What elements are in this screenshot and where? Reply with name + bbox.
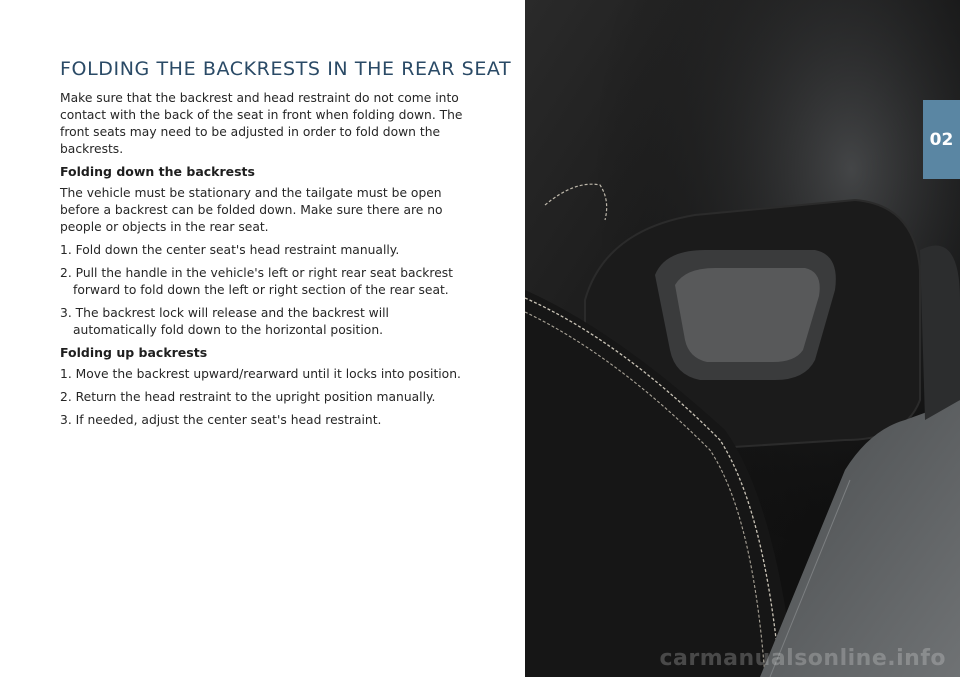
- rear-seat-photo: [525, 0, 960, 677]
- folding-down-step-2: 2. Pull the handle in the vehicle's left or right rear seat backrest forward to fold down the left or right section of the rear seat.: [60, 266, 453, 297]
- text-column: [60, 58, 512, 435]
- folding-up-steps: [60, 366, 468, 429]
- chapter-tab: 02: [923, 100, 960, 179]
- folding-down-intro: The vehicle must be stationary and the tailgate must be open before a backrest can be folded down. Make sure there are no people or objects in the rear seat.: [60, 186, 443, 234]
- folding-down-step-3: 3. The backrest lock will release and the backrest will automatically fold down to the horizontal position.: [60, 306, 389, 337]
- folding-up-step-3: 3. If needed, adjust the center seat's head restraint.: [60, 413, 382, 427]
- watermark: carmanualsonline.info: [659, 646, 946, 671]
- page-title: FOLDING THE BACKRESTS IN THE REAR SEAT: [60, 58, 512, 80]
- folding-up-step-2: 2. Return the head restraint to the upright position manually.: [60, 390, 436, 404]
- seat-illustration: [525, 0, 960, 677]
- folding-down-step-1: 1. Fold down the center seat's head restraint manually.: [60, 243, 400, 257]
- folding-down-heading: Folding down the backrests: [60, 164, 255, 179]
- folding-up-heading: Folding up backrests: [60, 345, 208, 360]
- folding-up-step-1: 1. Move the backrest upward/rearward until it locks into position.: [60, 367, 461, 381]
- folding-down-steps: [60, 242, 468, 339]
- intro-paragraph: Make sure that the backrest and head restraint do not come into contact with the back of the seat in front when folding down. The front seats may need to be adjusted in order to fold down the backrests.: [60, 91, 463, 156]
